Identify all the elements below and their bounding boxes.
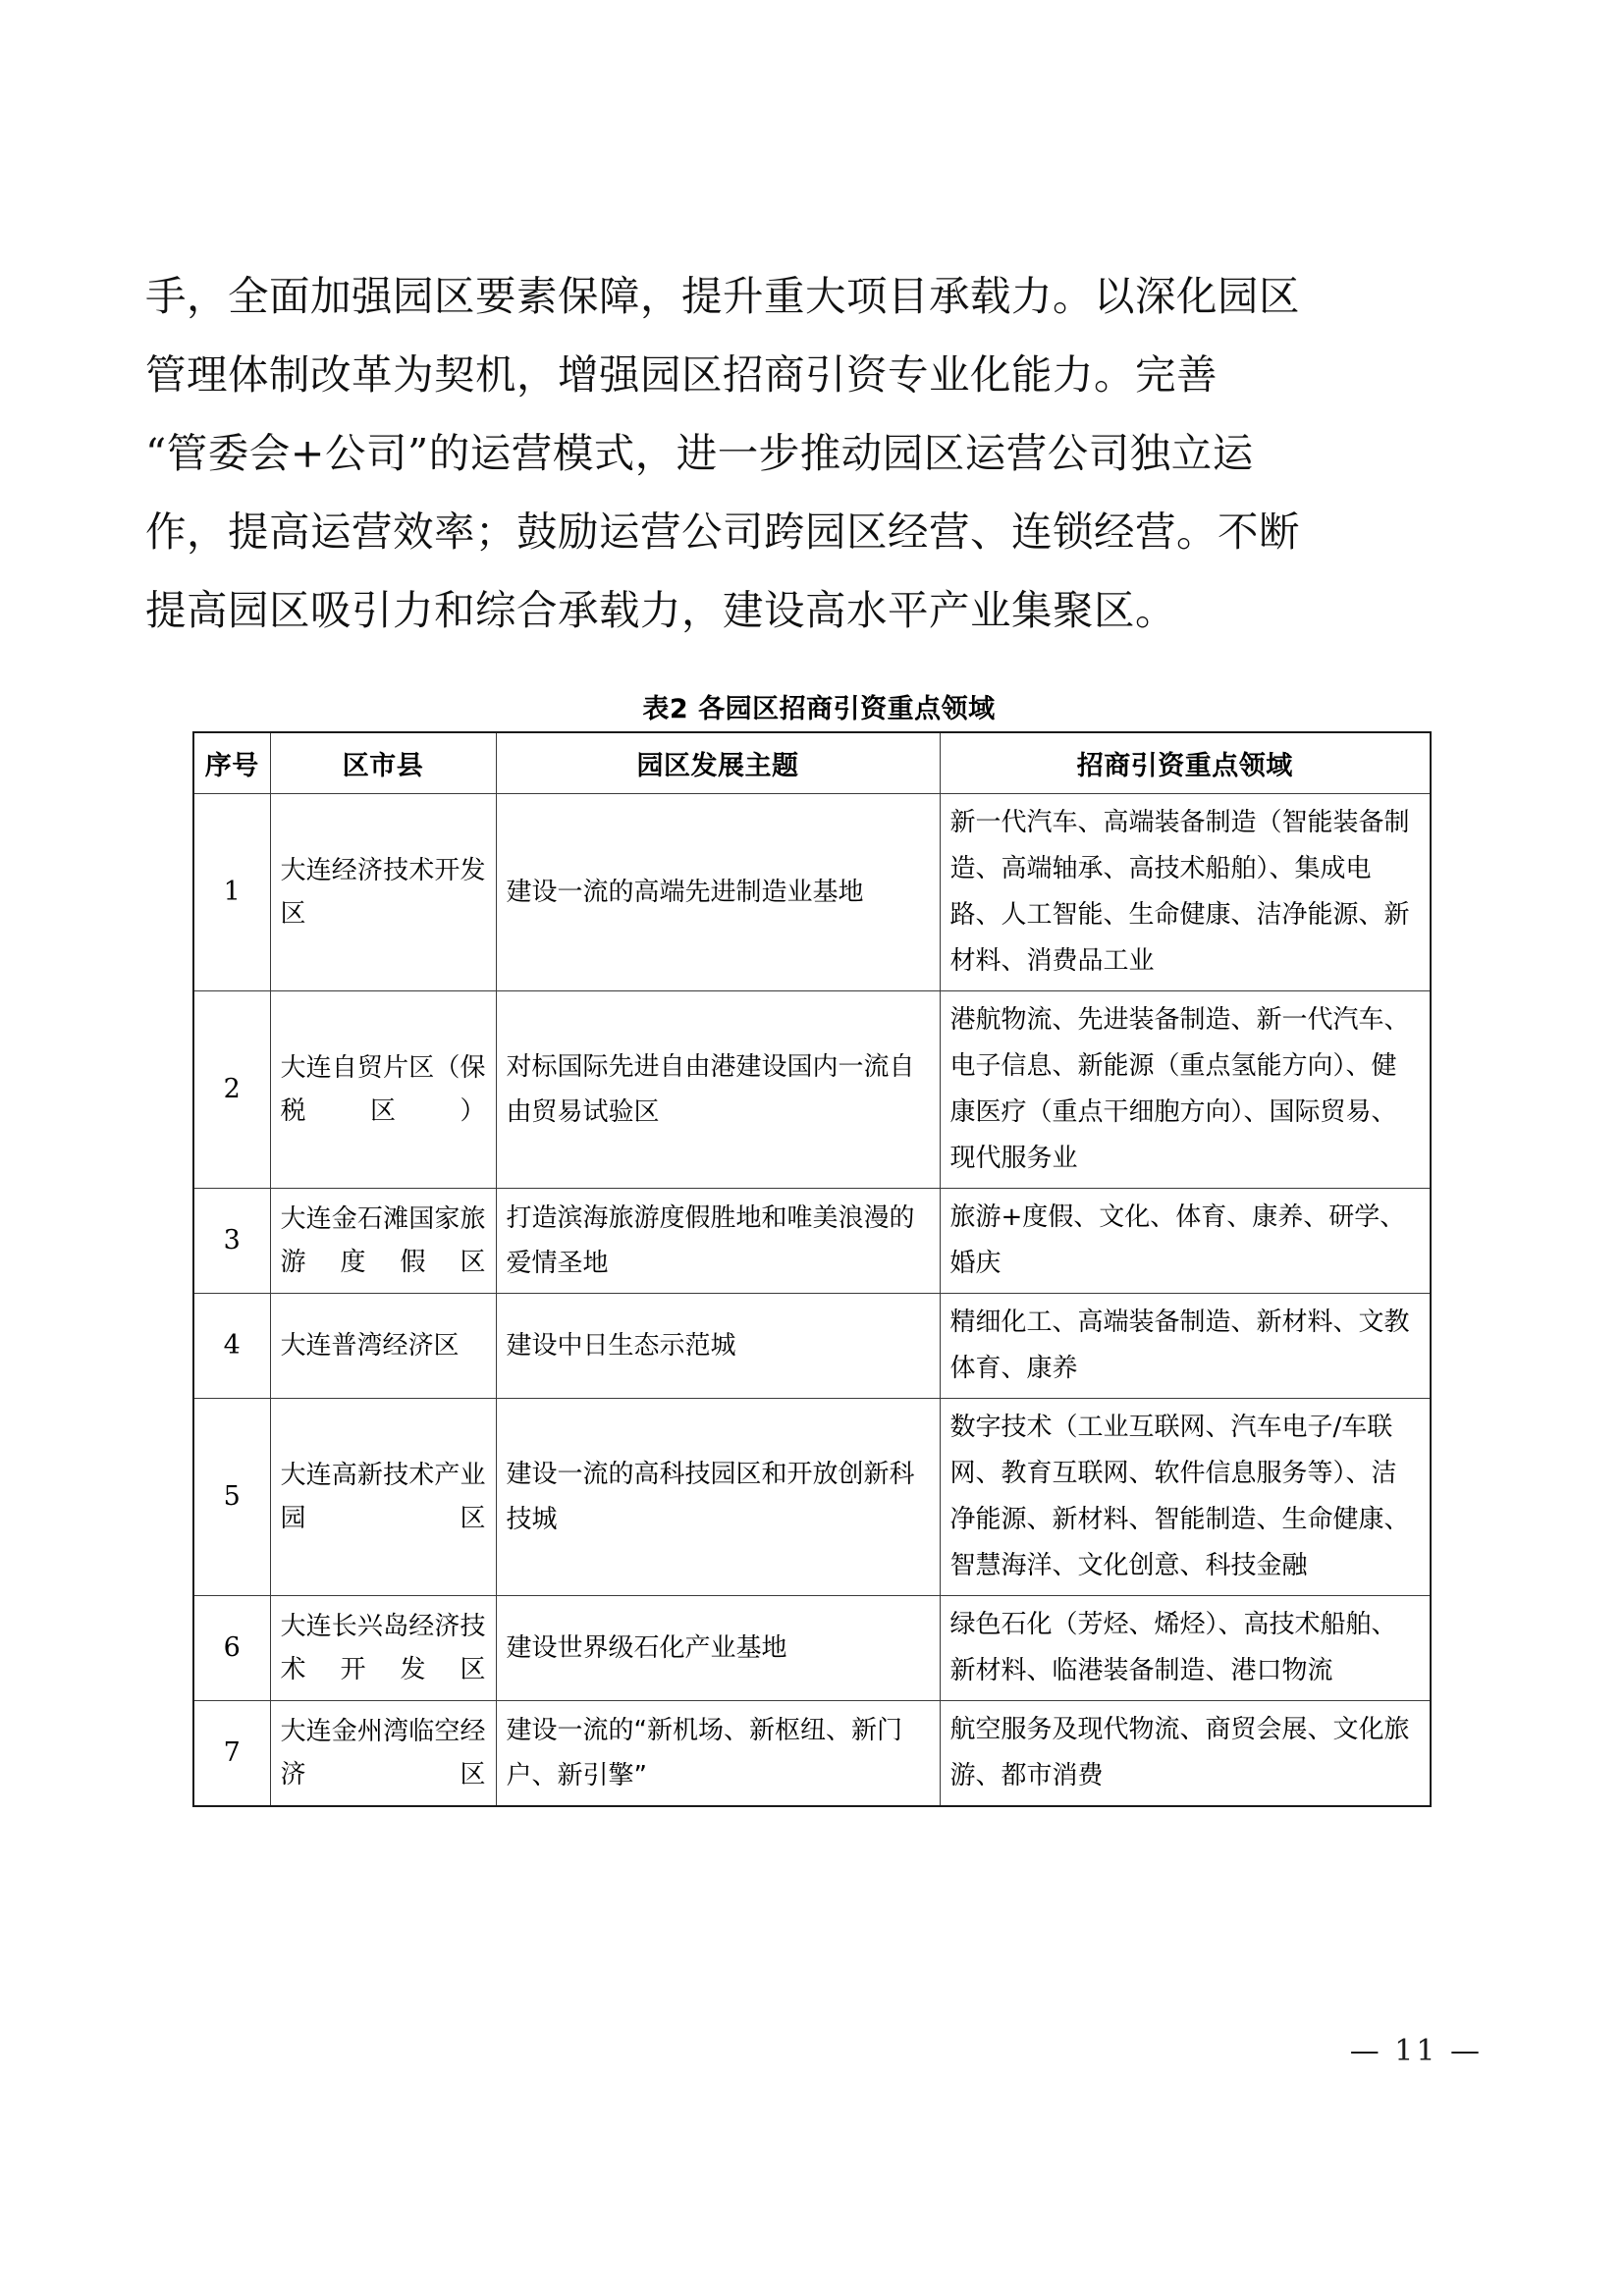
page-number: — 11 — [1349, 2034, 1483, 2068]
cell-park-theme: 建设世界级石化产业基地 [496, 1595, 940, 1700]
cell-focus-areas: 航空服务及现代物流、商贸会展、文化旅游、都市消费 [940, 1700, 1431, 1806]
paragraph-line-4: 作，提高运营效率；鼓励运营公司跨园区经营、连锁经营。不断 [145, 507, 1301, 556]
cell-district: 大连经济技术开发区 [270, 793, 496, 990]
cell-focus-areas: 港航物流、先进装备制造、新一代汽车、电子信息、新能源（重点氢能方向）、健康医疗（重点干细胞方向）、国际贸易、现代服务业 [940, 990, 1431, 1188]
header-focus-areas: 招商引资重点领域 [940, 732, 1431, 793]
paragraph-line-1: 手，全面加强园区要素保障，提升重大项目承载力。以深化园区 [145, 272, 1301, 320]
paragraph-line-2: 管理体制改革为契机，增强园区招商引资专业化能力。完善 [145, 350, 1218, 399]
cell-serial-number: 6 [193, 1595, 270, 1700]
cell-serial-number: 7 [193, 1700, 270, 1806]
table-row [193, 1398, 1431, 1595]
header-district: 区市县 [270, 732, 496, 793]
table-caption: 表2 各园区招商引资重点领域 [642, 694, 996, 724]
cell-park-theme: 建设一流的“新机场、新枢纽、新门户、新引擎” [496, 1700, 940, 1806]
table-row [193, 1700, 1431, 1806]
cell-serial-number: 2 [193, 990, 270, 1188]
cell-district: 大连自贸片区（保税区） [270, 990, 496, 1188]
paragraph-line-3: “管委会+公司”的运营模式，进一步推动园区运营公司独立运 [145, 429, 1254, 477]
cell-district: 大连长兴岛经济技术开发区 [270, 1595, 496, 1700]
body-paragraph [145, 257, 1492, 650]
table-row [193, 990, 1431, 1188]
table-row [193, 793, 1431, 990]
cell-park-theme: 建设一流的高科技园区和开放创新科技城 [496, 1398, 940, 1595]
cell-serial-number: 3 [193, 1188, 270, 1293]
cell-district: 大连金石滩国家旅游度假区 [270, 1188, 496, 1293]
investment-focus-table [192, 731, 1432, 1807]
cell-focus-areas: 数字技术（工业互联网、汽车电子/车联网、教育互联网、软件信息服务等）、洁净能源、新材料、智能制造、生命健康、智慧海洋、文化创意、科技金融 [940, 1398, 1431, 1595]
cell-focus-areas: 旅游+度假、文化、体育、康养、研学、婚庆 [940, 1188, 1431, 1293]
cell-district: 大连普湾经济区 [270, 1293, 496, 1398]
cell-focus-areas: 精细化工、高端装备制造、新材料、文教体育、康养 [940, 1293, 1431, 1398]
table-row [193, 1293, 1431, 1398]
table-row [193, 1188, 1431, 1293]
cell-park-theme: 打造滨海旅游度假胜地和唯美浪漫的爱情圣地 [496, 1188, 940, 1293]
table-row [193, 1595, 1431, 1700]
cell-district: 大连高新技术产业园区 [270, 1398, 496, 1595]
cell-park-theme: 建设中日生态示范城 [496, 1293, 940, 1398]
cell-park-theme: 对标国际先进自由港建设国内一流自由贸易试验区 [496, 990, 940, 1188]
paragraph-line-5: 提高园区吸引力和综合承载力，建设高水平产业集聚区。 [145, 586, 1177, 634]
cell-serial-number: 1 [193, 793, 270, 990]
cell-serial-number: 4 [193, 1293, 270, 1398]
cell-park-theme: 建设一流的高端先进制造业基地 [496, 793, 940, 990]
cell-focus-areas: 新一代汽车、高端装备制造（智能装备制造、高端轴承、高技术船舶）、集成电路、人工智能、生命健康、洁净能源、新材料、消费品工业 [940, 793, 1431, 990]
cell-focus-areas: 绿色石化（芳烃、烯烃）、高技术船舶、新材料、临港装备制造、港口物流 [940, 1595, 1431, 1700]
cell-serial-number: 5 [193, 1398, 270, 1595]
cell-district: 大连金州湾临空经济区 [270, 1700, 496, 1806]
header-park-theme: 园区发展主题 [496, 732, 940, 793]
table-container [192, 731, 1430, 1807]
header-serial-number: 序号 [193, 732, 270, 793]
table-header-row [193, 732, 1431, 793]
